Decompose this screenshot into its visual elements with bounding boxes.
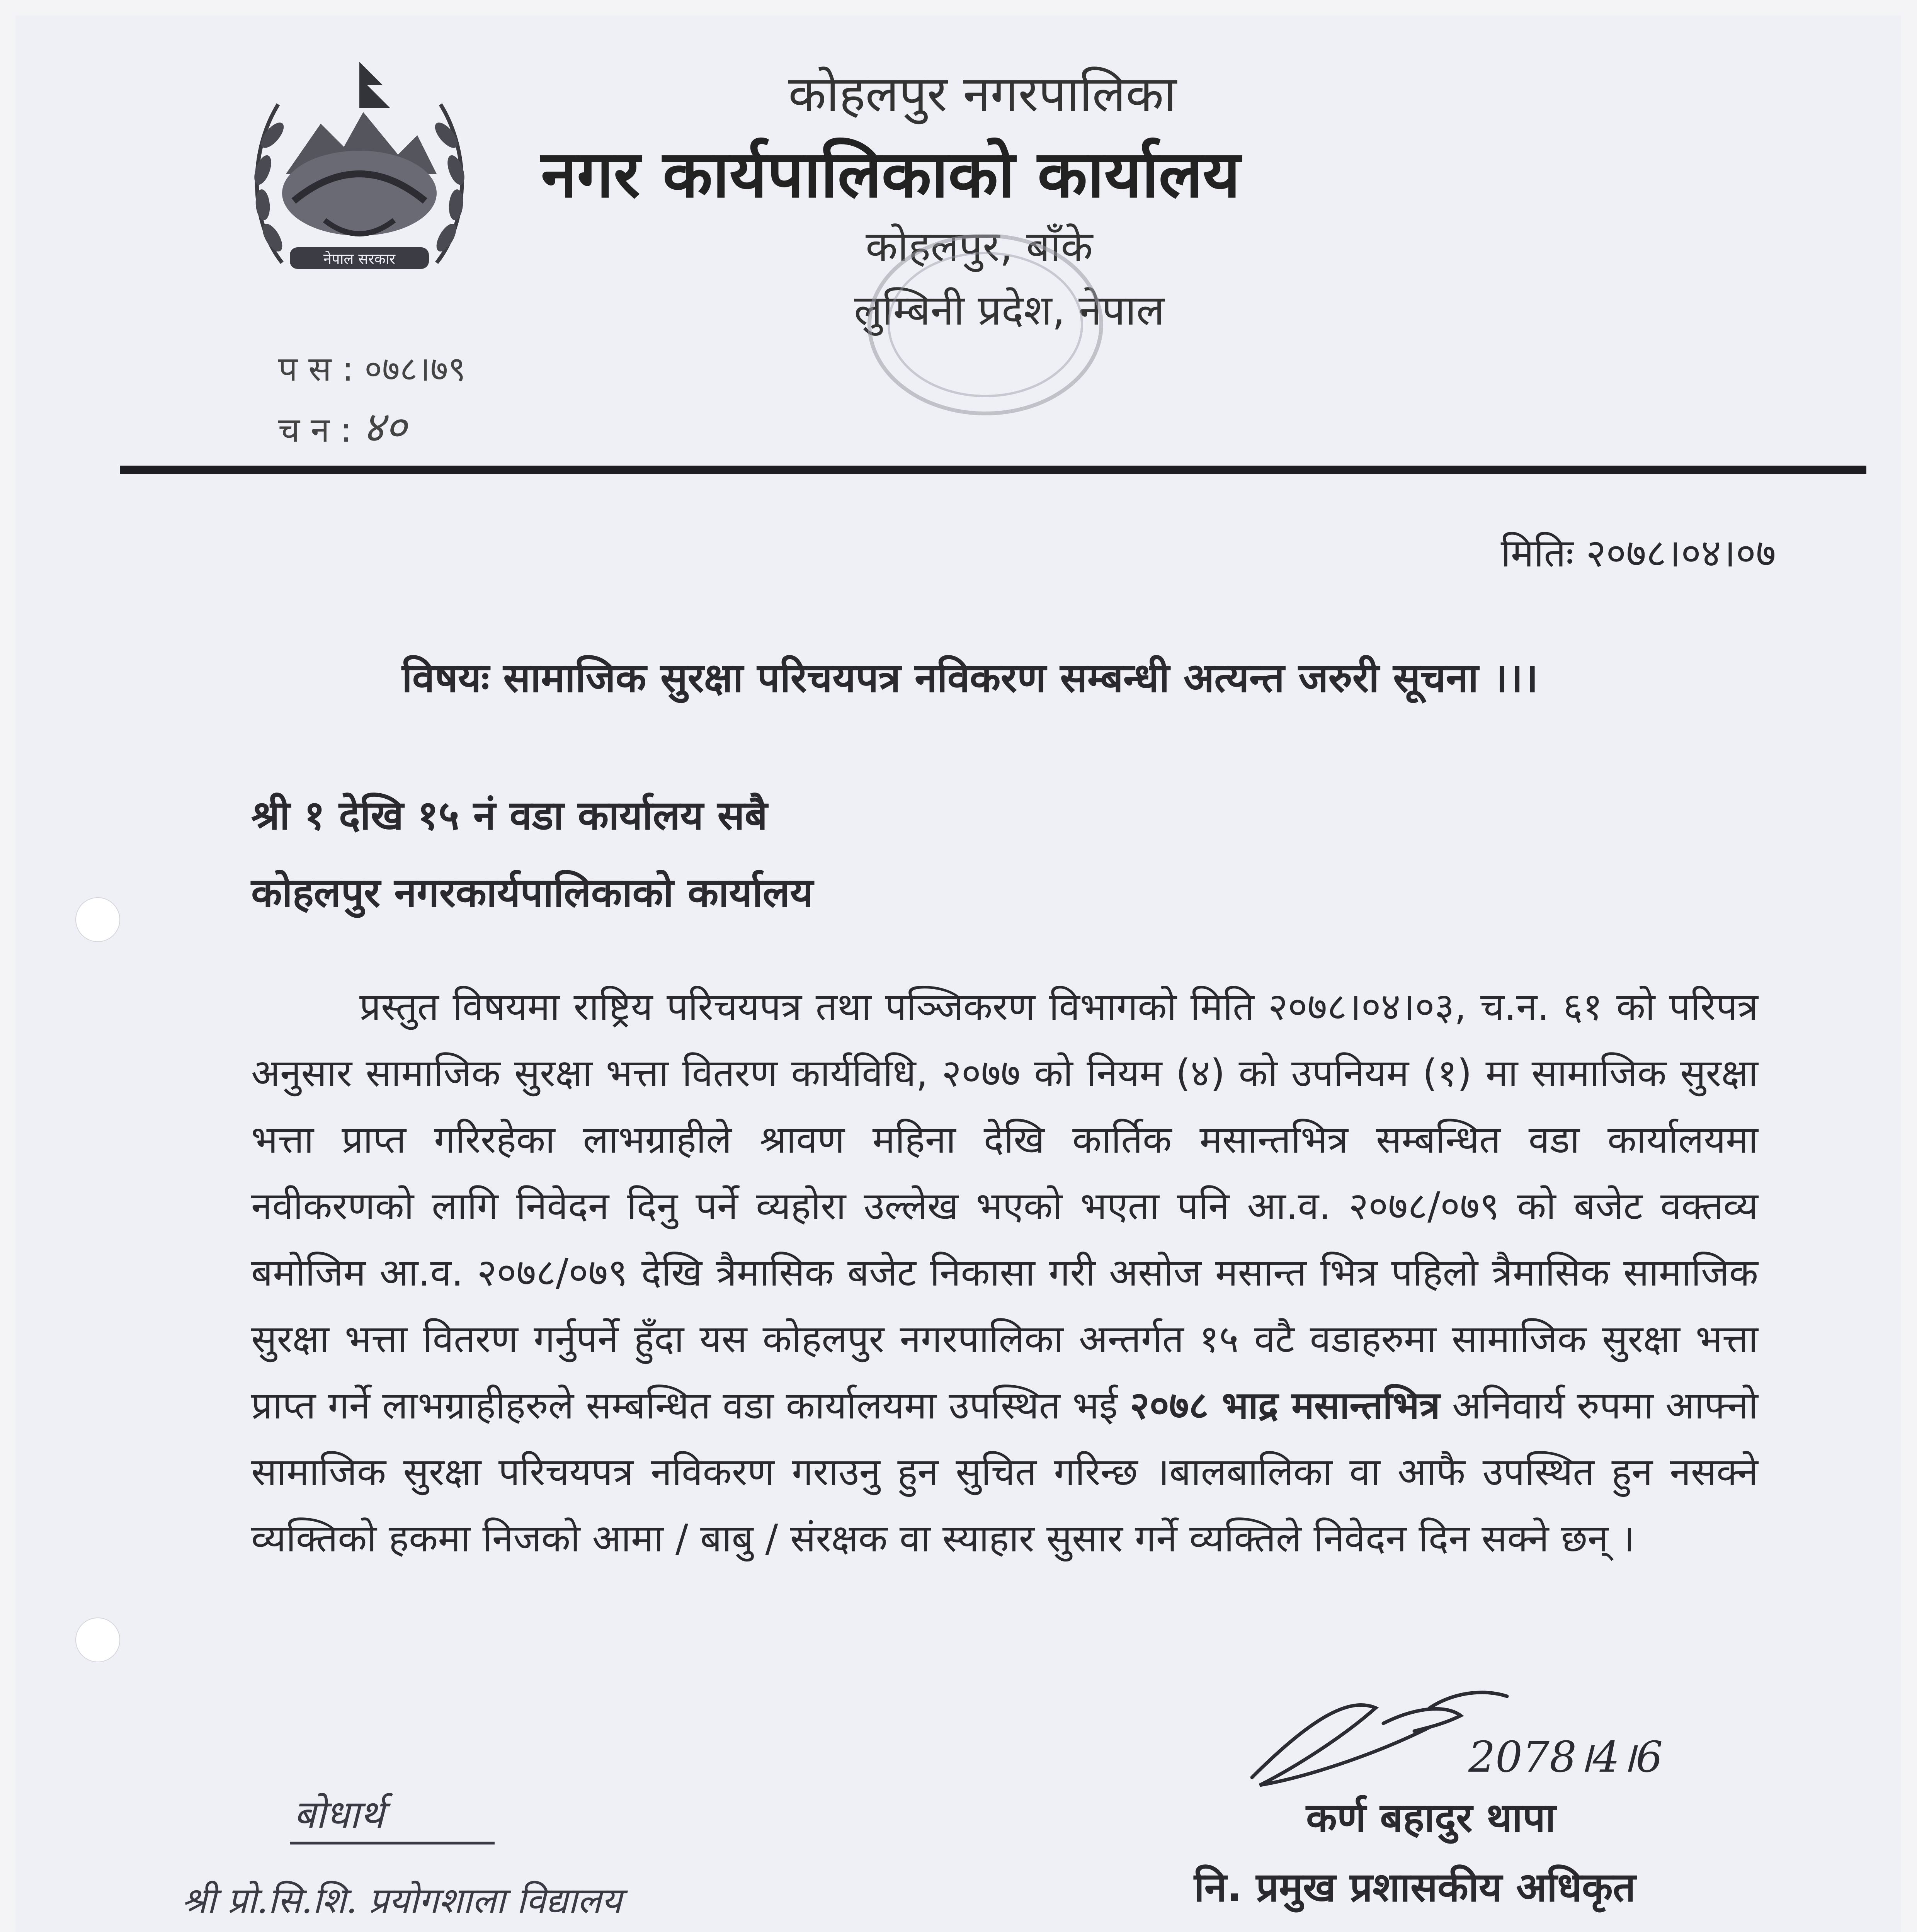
note-line-1: बोधार्थ — [294, 1792, 384, 1837]
body-deadline: २०७८ भाद्र मसान्तभित्र — [1129, 1384, 1440, 1428]
body-part-1: प्रस्तुत विषयमा राष्ट्रिय परिचयपत्र तथा पञ्जिकरण विभागको मिति २०७८।०४।०३, च.न. ६१ को परिपत्र अनुसार सामाजिक सुरक्षा भत्ता वितरण कार्यविधि, २०७७ को नियम (४) को उपनियम (१) मा सामाजिक सुरक्षा भत्ता प्राप्त गरिरहेका लाभग्राहीले श्रावण महिना देखि कार्तिक मसान्तभित्र सम्बन्धित वडा कार्यालयमा नवीकरणको लागि निवेदन दिनु पर्ने व्यहोरा उल्लेख भएको भएता पनि आ.व. २०७८/०७९ को बजेट वक्तव्य बमोजिम आ.व. २०७८/०७९ देखि त्रैमासिक बजेट निकासा गरी असोज मसान्त भित्र पहिलो त्रैमासिक सामाजिक सुरक्षा भत्ता वितरण गर्नुपर्ने हुँदा यस कोहलपुर नगरपालिका अन्तर्गत १५ वटै वडाहरुमा सामाजिक सुरक्षा भत्ता प्राप्त गर्ने लाभग्राहीहरुले सम्बन्धित वडा कार्यालयमा उपस्थित भई — [251, 985, 1758, 1428]
signer-name: कर्ण बहादुर थापा — [1306, 1794, 1556, 1841]
office-stamp-icon — [846, 216, 1124, 433]
body-part-2: अनिवार्य रुपमा आफ्नो सामाजिक सुरक्षा परिचयपत्र नविकरण गराउनु हुन सुचित गरिन्छ ।बालबालिका वा आफै उपस्थित हुन नसक्ने व्यक्तिको हकमा निजको आमा / बाबु / संरक्षक वा स्याहार सुसार गर्ने व्यक्तिले निवेदन दिन सक्ने छन् । — [251, 1384, 1758, 1561]
punch-hole — [75, 897, 120, 942]
emblem-caption: नेपाल सरकार — [323, 250, 396, 267]
cn-label: च न : — [278, 410, 352, 450]
letter-body — [251, 974, 1758, 1572]
ps-label: प स : — [278, 349, 354, 389]
province-name: लुम्बिनी प्रदेश, नेपाल — [854, 286, 1165, 335]
addressee-line-2: कोहलपुर नगरकार्यपालिकाको कार्यालय — [251, 869, 813, 916]
punch-hole — [75, 1617, 120, 1662]
addressee-block — [251, 777, 813, 931]
letter-date: मितिः २०७८।०४।०७ — [1500, 531, 1776, 576]
cn-line — [278, 398, 466, 459]
cn-value: ४० — [362, 402, 407, 452]
ps-line — [278, 340, 466, 398]
signature-date: 2078।4।6 — [1468, 1732, 1663, 1782]
signer-title: नि. प्रमुख प्रशासकीय अधिकृत — [1194, 1864, 1636, 1911]
municipality-name: कोहलपुर नगरपालिका — [788, 65, 1177, 123]
city-name: कोहलपुर, बाँके — [866, 223, 1093, 271]
letter-subject: विषयः सामाजिक सुरक्षा परिचयपत्र नविकरण सम्बन्धी अत्यन्त जरुरी सूचना ।।। — [402, 654, 1538, 701]
reference-block — [278, 340, 466, 459]
office-title: नगर कार्यपालिकाको कार्यालय — [541, 136, 1240, 212]
handwritten-note — [178, 1785, 951, 1932]
addressee-line-1: श्री १ देखि १५ नं वडा कार्यालय सबै — [251, 792, 768, 839]
note-line-2: श्री प्रो.सि.शि. प्रयोगशाला विद्यालय — [182, 1880, 622, 1921]
ps-value: ०७८।७९ — [364, 349, 466, 389]
header-divider — [120, 466, 1866, 474]
nepal-emblem-icon — [236, 46, 483, 278]
